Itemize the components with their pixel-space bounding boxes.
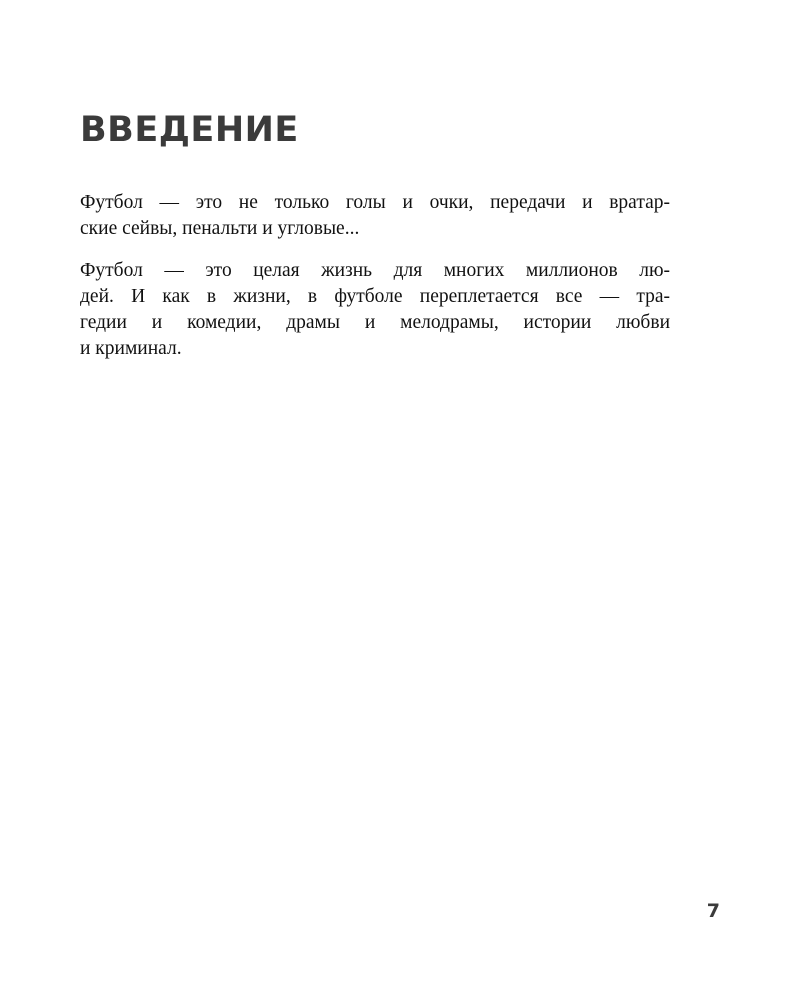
paragraph-line: Футбол — это не только голы и очки, передачи и вратар- [80, 192, 670, 213]
paragraph-2 [80, 258, 670, 362]
chapter-title: ВВЕДЕНИЕ [80, 110, 299, 150]
paragraph-line: дей. И как в жизни, в футболе переплетается все — тра- [80, 286, 670, 307]
paragraph-line: Футбол — это целая жизнь для многих миллионов лю- [80, 260, 670, 281]
paragraph-1 [80, 190, 670, 242]
paragraph-line: гедии и комедии, драмы и мелодрамы, истории любви [80, 312, 670, 333]
chapter-body [80, 190, 670, 378]
paragraph-line: и криминал. [80, 338, 182, 359]
page-number: 7 [706, 900, 720, 922]
paragraph-line: ские сейвы, пенальти и угловые... [80, 218, 360, 239]
